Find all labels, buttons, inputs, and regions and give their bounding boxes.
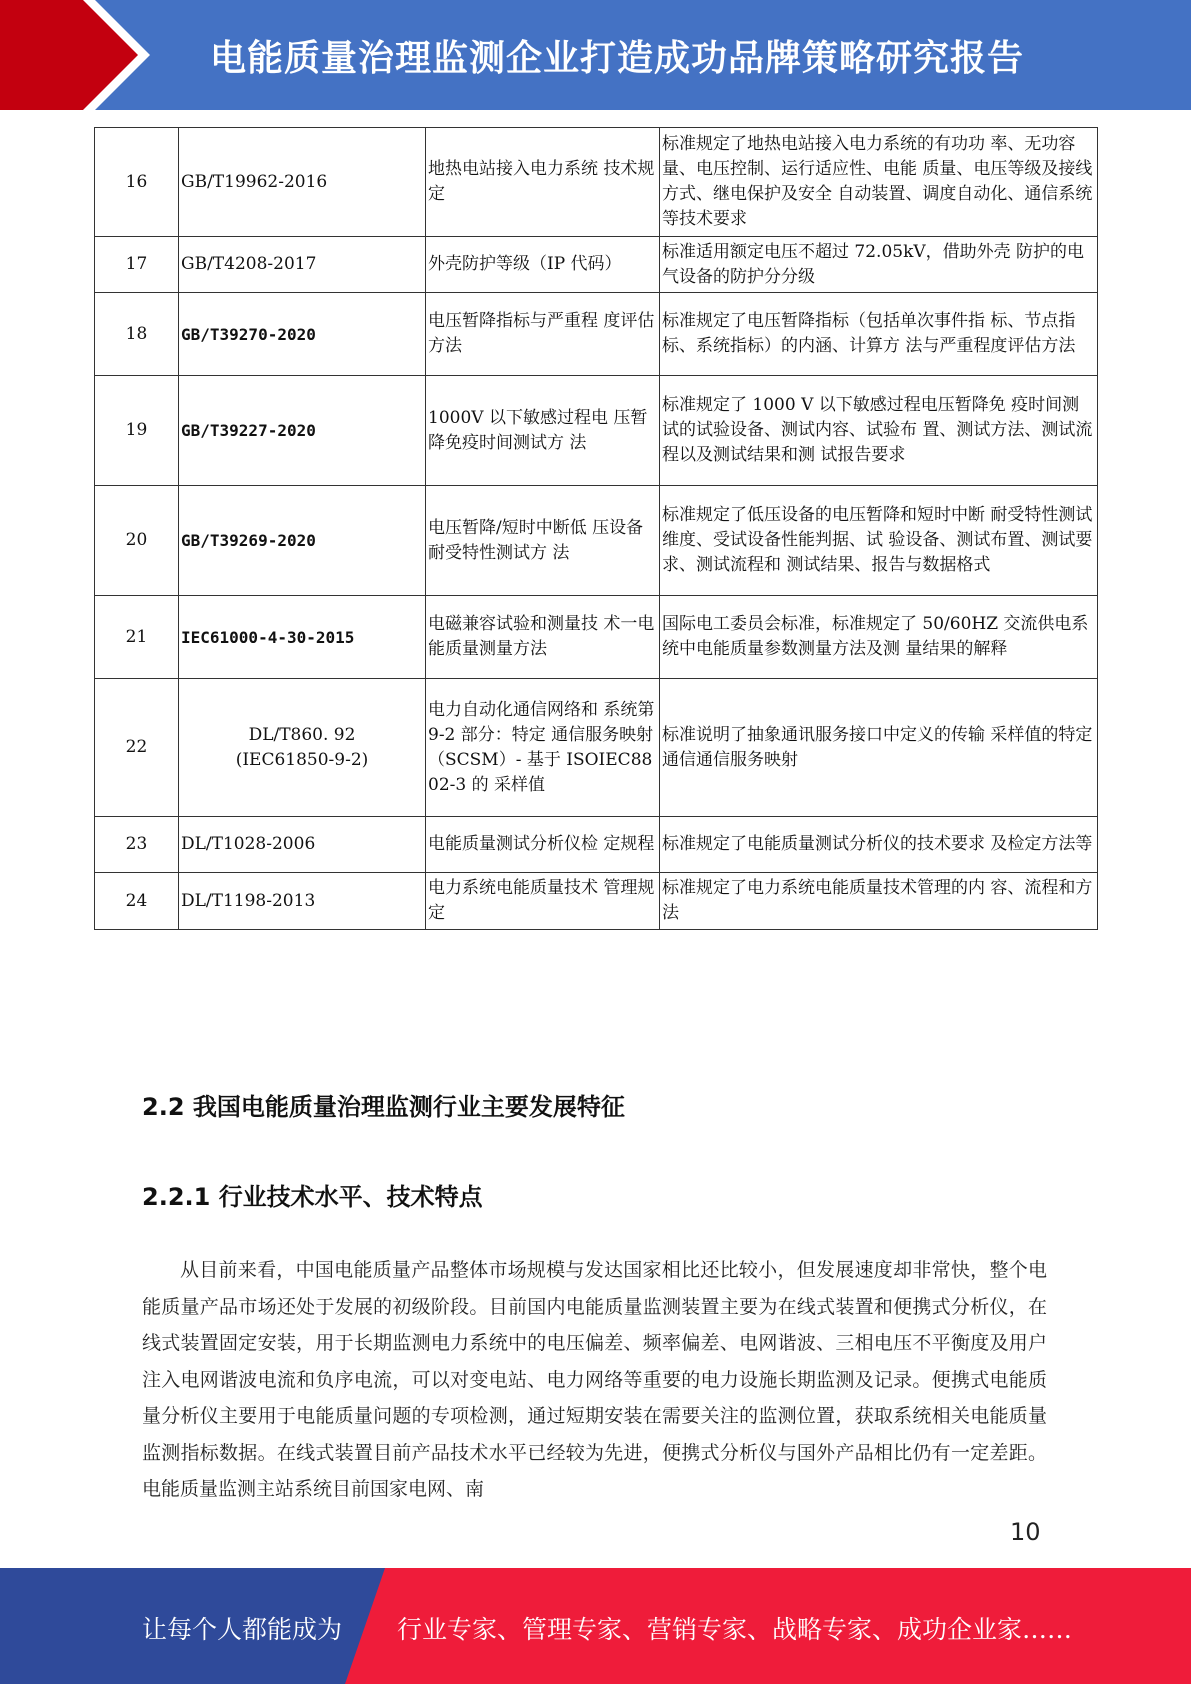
standard-name: 1000V 以下敏感过程电 压暂降免疫时间测试方 法 [426,376,660,486]
standard-description: 标准规定了电能质量测试分析仪的技术要求 及检定方法等 [660,817,1098,873]
standard-name: 电能质量测试分析仪检 定规程 [426,817,660,873]
section-heading: 2.2 我国电能质量治理监测行业主要发展特征 [142,1093,625,1121]
standard-description: 标准说明了抽象通讯服务接口中定义的传输 采样值的特定通信通信服务映射 [660,679,1098,817]
row-number: 17 [95,237,179,293]
footer-slogan-right: 行业专家、管理专家、营销专家、战略专家、成功企业家…… [397,1615,1073,1644]
row-number: 18 [95,293,179,376]
standard-description: 标准规定了电压暂降指标（包括单次事件指 标、节点指标、系统指标）的内涵、计算方 法与严重程度评估方法 [660,293,1098,376]
table-row [95,873,1098,930]
standard-name: 外壳防护等级（IP 代码） [426,237,660,293]
standard-description: 标准适用额定电压不超过 72.05kV，借助外壳 防护的电气设备的防护分分级 [660,237,1098,293]
standard-code: GB/T39227-2020 [179,376,426,486]
standard-name: 电力系统电能质量技术 管理规定 [426,873,660,930]
row-number: 21 [95,596,179,679]
standard-name: 电压暂降/短时中断低 压设备耐受特性测试方 法 [426,486,660,596]
standard-code: GB/T39269-2020 [179,486,426,596]
row-number: 19 [95,376,179,486]
standard-code-line: DL/T860. 92 [248,724,356,745]
page-footer [0,1568,1191,1684]
subsection-heading: 2.2.1 行业技术水平、技术特点 [142,1183,483,1211]
table-row [95,128,1098,237]
page-header [0,0,1191,110]
body-paragraph: 从目前来看，中国电能质量产品整体市场规模与发达国家相比还比较小，但发展速度却非常快，整个电能质量产品市场还处于发展的初级阶段。目前国内电能质量监测装置主要为在线式装置和便携式分析仪，在线式装置固定安装，用于长期监测电力系统中的电压偏差、频率偏差、电网谐波、三相电压不平衡度及用户注入电网谐波电流和负序电流，可以对变电站、电力网络等重要的电力设施长期监测及记录。便携式电能质量分析仪主要用于电能质量问题的专项检测，通过短期安装在需要关注的监测位置，获取系统相关电能质量监测指标数据。在线式装置目前产品技术水平已经较为先进，便携式分析仪与国外产品相比仍有一定差距。电能质量监测主站系统目前国家电网、南 [142,1259,1047,1500]
row-number: 24 [95,873,179,930]
standard-code: DL/T1028-2006 [179,817,426,873]
standard-code-line: (IEC61850-9-2) [235,749,369,770]
standards-table [94,127,1098,930]
table-row [95,596,1098,679]
standard-name: 电力自动化通信网络和 系统第 9-2 部分：特定 通信服务映射（SCSM）- 基于 ISOIEC8802-3 的 采样值 [426,679,660,817]
standard-code: GB/T4208-2017 [179,237,426,293]
row-number: 23 [95,817,179,873]
standard-description: 标准规定了 1000 V 以下敏感过程电压暂降免 疫时间测试的试验设备、测试内容、试验布 置、测试方法、测试流程以及测试结果和测 试报告要求 [660,376,1098,486]
standard-code: IEC61000-4-30-2015 [179,596,426,679]
standard-code: DL/T1198-2013 [179,873,426,930]
row-number: 22 [95,679,179,817]
standard-code: GB/T19962-2016 [179,128,426,237]
standard-description: 国际电工委员会标准，标准规定了 50/60HZ 交流供电系统中电能质量参数测量方法及测 量结果的解释 [660,596,1098,679]
row-number: 16 [95,128,179,237]
standard-code [179,679,426,817]
report-title: 电能质量治理监测企业打造成功品牌策略研究报告 [210,38,1025,79]
row-number: 20 [95,486,179,596]
footer-slogan-left: 让每个人都能成为 [142,1615,343,1644]
standard-name: 地热电站接入电力系统 技术规定 [426,128,660,237]
standard-description: 标准规定了电力系统电能质量技术管理的内 容、流程和方法 [660,873,1098,930]
standard-description: 标准规定了低压设备的电压暂降和短时中断 耐受特性测试维度、受试设备性能判据、试 验设备、测试布置、测试要求、测试流程和 测试结果、报告与数据格式 [660,486,1098,596]
table-row [95,376,1098,486]
table-row [95,237,1098,293]
header-arrow-icon [0,0,138,110]
page-number: 10 [1010,1518,1041,1546]
standard-code: GB/T39270-2020 [179,293,426,376]
table-row [95,293,1098,376]
table-row [95,679,1098,817]
standard-name: 电磁兼容试验和测量技 术一电能质量测量方法 [426,596,660,679]
table-row [95,817,1098,873]
table-row [95,486,1098,596]
standard-description: 标准规定了地热电站接入电力系统的有功功 率、无功容量、电压控制、运行适应性、电能 质量、电压等级及接线方式、继电保护及安全 自动装置、调度自动化、通信系统等技术要求 [660,128,1098,237]
standard-name: 电压暂降指标与严重程 度评估方法 [426,293,660,376]
